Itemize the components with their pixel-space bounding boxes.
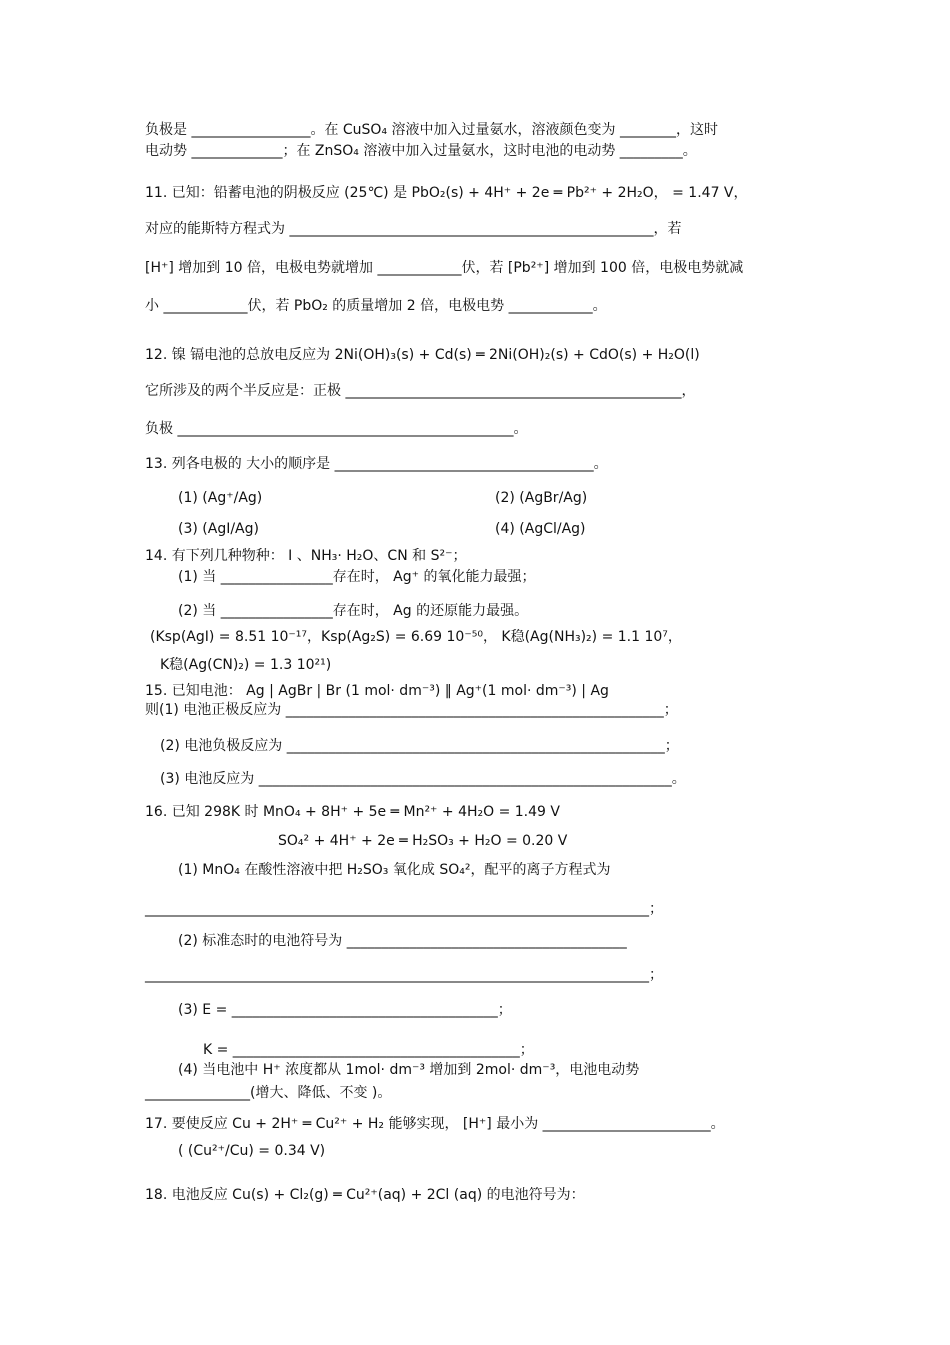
answer-line: ________________________________________________________________________； (145, 967, 663, 983)
text-line: 对应的能斯特方程式为 ____________________________________________________，若 (145, 221, 682, 237)
question-15: 15. 已知电池： Ag | AgBr | Br (1 mol· dm⁻³) ‖ Ag⁺(1 mol· dm⁻³) | Ag (145, 683, 609, 699)
text-line: (3) 电池反应为 ___________________________________________________________。 (160, 771, 686, 787)
text-line: (2) 电池负极反应为 ______________________________________________________； (160, 738, 679, 754)
text-line: 它所涉及的两个半反应是：正极 ________________________________________________， (145, 383, 696, 399)
text-line: 负极是 _________________。在 CuSO₄ 溶液中加入过量氨水，溶液颜色变为 ________，这时 (145, 122, 718, 138)
text-line: ( (Cu²⁺/Cu) = 0.34 V) (178, 1143, 326, 1159)
question-16: 16. 已知 298K 时 MnO₄ + 8H⁺ + 5e ═ Mn²⁺ + 4H₂O = 1.49 V (145, 804, 560, 820)
option-2: (2) (AgBr/Ag) (495, 490, 588, 506)
text-line: 小 ____________伏，若 PbO₂ 的质量增加 2 倍，电极电势 ____________。 (145, 298, 607, 314)
option-1: (1) (Ag⁺/Ag) (178, 490, 263, 506)
text-line: K = _________________________________________； (203, 1042, 534, 1058)
text-line: [H⁺] 增加到 10 倍，电极电势就增加 ____________伏，若 [Pb²⁺] 增加到 100 倍，电极电势就减 (145, 260, 744, 276)
text-line: (3) E = ______________________________________； (178, 1002, 512, 1018)
question-11: 11. 已知：铅蓄电池的阴极反应 (25℃) 是 PbO₂(s) + 4H⁺ + 2e ═ Pb²⁺ + 2H₂O， = 1.47 V， (145, 185, 748, 201)
text-line: (4) 当电池中 H⁺ 浓度都从 1mol· dm⁻³ 增加到 2mol· dm⁻³，电池电动势 (178, 1062, 640, 1078)
question-18: 18. 电池反应 Cu(s) + Cl₂(g) ═ Cu²⁺(aq) + 2Cl (aq) 的电池符号为： (145, 1187, 585, 1203)
question-17: 17. 要使反应 Cu + 2H⁺ ═ Cu²⁺ + H₂ 能够实现， [H⁺] 最小为 ________________________。 (145, 1116, 725, 1132)
text-line: SO₄² + 4H⁺ + 2e ═ H₂SO₃ + H₂O = 0.20 V (278, 833, 568, 849)
constants-line: (Ksp(AgI) = 8.51 10⁻¹⁷，Ksp(Ag₂S) = 6.69 10⁻⁵⁰， K稳(Ag(NH₃)₂) = 1.1 10⁷， (150, 629, 682, 645)
text-line: 电动势 _____________；在 ZnSO₄ 溶液中加入过量氨水，这时电池的电动势 _________。 (145, 143, 697, 159)
text-line: 负极 ________________________________________________。 (145, 421, 528, 437)
question-14: 14. 有下列几种物种： I 、NH₃· H₂O、CN 和 S²⁻； (145, 548, 467, 564)
text-line: 则(1) 电池正极反应为 ______________________________________________________； (145, 702, 678, 718)
text-line: (2) 当 ________________存在时， Ag 的还原能力最强。 (178, 603, 529, 619)
answer-line: ________________________________________________________________________； (145, 901, 663, 917)
text-line: (1) MnO₄ 在酸性溶液中把 H₂SO₃ 氧化成 SO₄²，配平的离子方程式为 (178, 862, 611, 878)
option-4: (4) (AgCl/Ag) (495, 521, 586, 537)
question-13: 13. 列各电极的 大小的顺序是 _____________________________________。 (145, 456, 608, 472)
constants-line: K稳(Ag(CN)₂) = 1.3 10²¹) (160, 657, 332, 673)
text-line: _______________(增大、降低、不变 )。 (145, 1085, 392, 1101)
question-12: 12. 镍 镉电池的总放电反应为 2Ni(OH)₃(s) + Cd(s) ═ 2Ni(OH)₂(s) + CdO(s) + H₂O(l) (145, 347, 700, 363)
option-3: (3) (AgI/Ag) (178, 521, 259, 537)
text-line: (2) 标准态时的电池符号为 ________________________________________ (178, 933, 627, 949)
text-line: (1) 当 ________________存在时， Ag⁺ 的氧化能力最强； (178, 569, 536, 585)
